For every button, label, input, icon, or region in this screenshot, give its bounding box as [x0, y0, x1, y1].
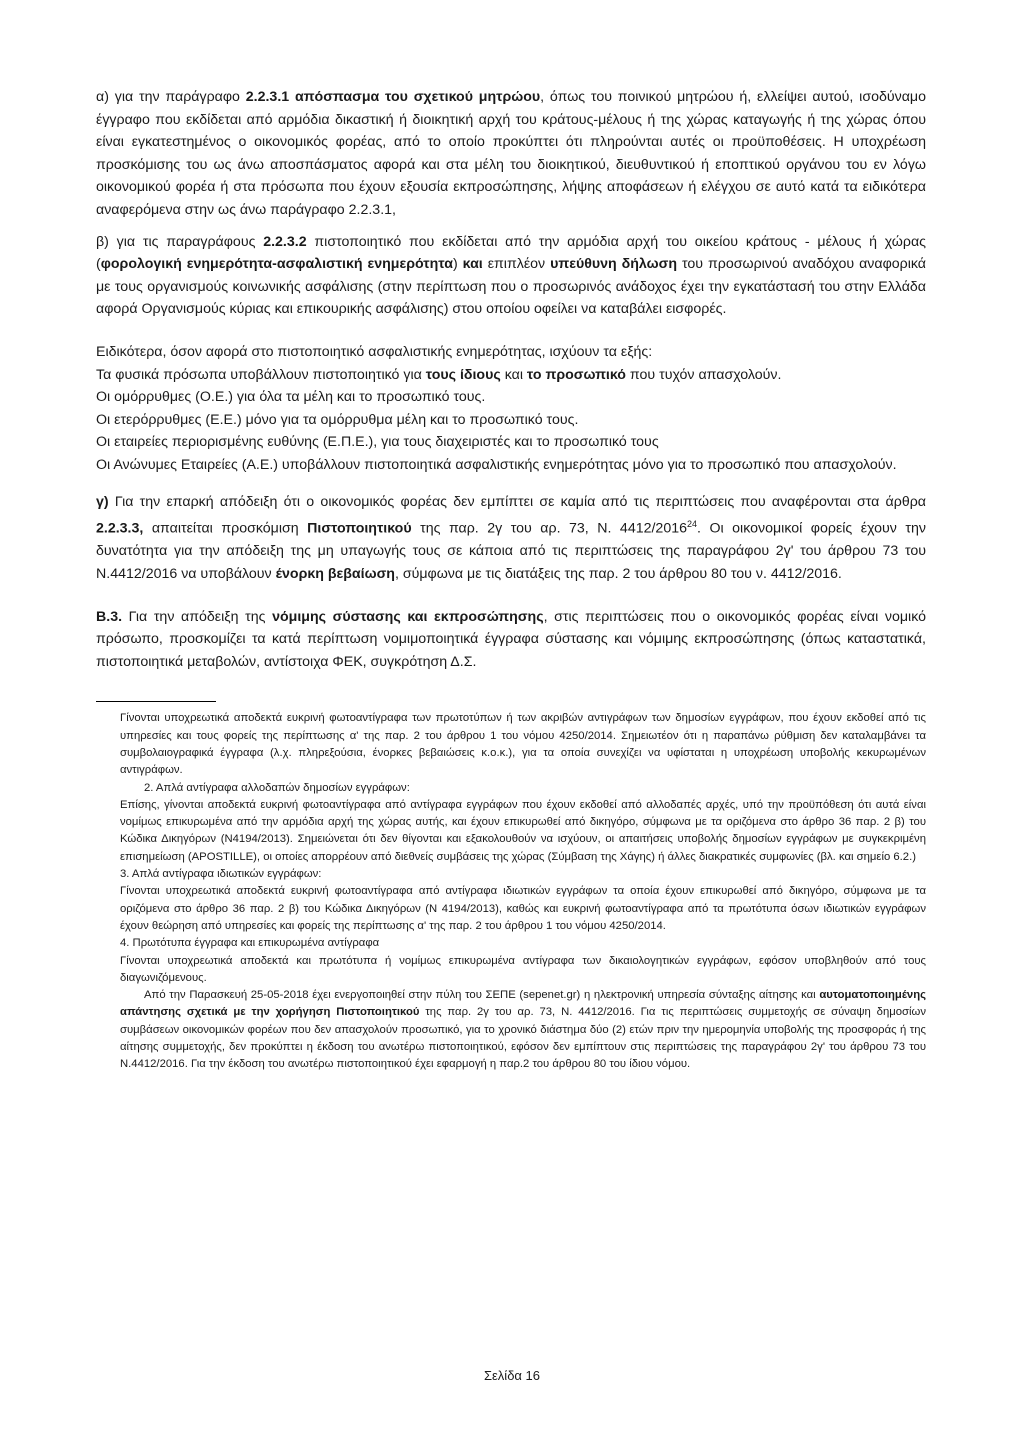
text-run: Β.3.	[96, 608, 123, 625]
text-run: Από την Παρασκευή 25-05-2018 έχει ενεργοποιηθεί στην πύλη του ΣΕΠΕ (sepenet.gr) η ηλεκτρονική υπηρεσία σύνταξης αίτησης και	[144, 989, 820, 1002]
footnote-public-documents: Γίνονται υποχρεωτικά αποδεκτά ευκρινή φωτοαντίγραφα των πρωτοτύπων ή των ακριβών αντιγράφων των δημοσίων εγγράφων, που έχουν εκδοθεί από τις υπηρεσίες και τους φορείς της περίπτωσης α' της παρ. 2 του άρθρου 1 του νόμου 4250/2014. Σημειωτέον ότι η παραπάνω ρύθμιση δεν καταλαμβάνει τα συμβολαιογραφικά έγγραφα (λ.χ. πληρεξούσια, ένορκες βεβαιώσεις κ.ο.κ.), για τα οποία συνεχίζει να υφίσταται η υποχρέωση υποβολής κεκυρωμένων αντιγράφων.	[120, 712, 926, 777]
text-run: φορολογική ενημερότητα-ασφαλιστική ενημερότητα	[100, 256, 453, 273]
text-run: και	[500, 366, 527, 383]
insurance-certificate-intro: Ειδικότερα, όσον αφορά στο πιστοποιητικό ασφαλιστικής ενημερότητας, ισχύουν τα εξής:	[96, 343, 653, 360]
footnote-3-title: 3. Απλά αντίγραφα ιδιωτικών εγγράφων:	[120, 868, 322, 881]
text-run: Για την απόδειξη της	[122, 608, 273, 625]
text-run: 2.2.3.3,	[96, 520, 144, 537]
text-run: Πιστοποιητικού	[307, 520, 412, 537]
text-run: πιστοποιητικό που εκδίδεται από την αρμόδια αρχή του οικείου κράτους - μέλους ή χώρας (	[96, 233, 926, 273]
footnote-separator	[96, 701, 216, 702]
footnote-4-title: 4. Πρωτότυπα έγγραφα και επικυρωμένα αντίγραφα	[120, 937, 380, 950]
text-run: Τα φυσικά πρόσωπα υποβάλλουν πιστοποιητικό για	[96, 366, 426, 383]
page-number: Σελίδα 16	[483, 1368, 541, 1383]
text-run: ένορκη βεβαίωση	[275, 566, 395, 583]
footnote-3-text: Γίνονται υποχρεωτικά αποδεκτά ευκρινή φωτοαντίγραφα από αντίγραφα ιδιωτικών εγγράφων τα οποία έχουν επικυρωθεί από δικηγόρο, σύμφωνα με τα οριζόμενα στο άρθρο 36 παρ. 2 β) του Κώδικα Δικηγόρων (Ν 4194/2013), καθώς και ευκρινή φωτοαντίγραφα από τα πρωτότυπα όσων ιδιωτικών εγγράφων έχουν θεώρηση από υπηρεσίες και φορείς της περίπτωσης α' της παρ. 2 του άρθρου 1 του νόμου 4250/2014.	[120, 885, 926, 932]
text-run: 2.2.3.2	[263, 233, 307, 250]
text-run: τους ίδιους	[425, 366, 501, 383]
oe-rule: Οι ομόρρυθμες (Ο.Ε.) για όλα τα μέλη και το προσωπικό τους.	[96, 389, 486, 406]
footnote-2-title: 2. Απλά αντίγραφα αλλοδαπών δημοσίων εγγράφων:	[144, 781, 410, 794]
epe-rule: Οι εταιρείες περιορισμένης ευθύνης (Ε.Π.Ε.), για τους διαχειριστές και το προσωπικό τους	[96, 434, 659, 451]
text-run: Για την επαρκή απόδειξη ότι ο οικονομικός φορέας δεν εμπίπτει σε καμία από τις περιπτώσεις που αναφέρονται στα άρθρα	[114, 493, 926, 510]
text-run: γ)	[96, 493, 115, 510]
text-run: υπεύθυνη δήλωση	[550, 256, 678, 273]
text-run: 24	[687, 519, 698, 530]
ae-rule: Οι Ανώνυμες Εταιρείες (Α.Ε.) υποβάλλουν πιστοποιητικά ασφαλιστικής ενημερότητας μόνο για το προσωπικό που απασχολούν.	[96, 456, 897, 473]
text-run: α) για την παράγραφο	[96, 89, 246, 105]
text-run: που τυχόν απασχολούν.	[625, 366, 782, 383]
footnote-24	[120, 987, 926, 1073]
text-run: , όπως του ποινικού μητρώου ή, ελλείψει αυτού, ισοδύναμο έγγραφο που εκδίδεται από αρμόδια δικαστική ή διοικητική αρχή του κράτους-μέλους ή της χώρας καταγωγής ή της χώρας όπου είναι εγκατεστημένος ο οικονομικός φορέας, από το οποίο προκύπτει ότι πληρούνται αυτές οι προϋποθέσεις. Η υποχρέωση προσκόμισης του ως άνω αποσπάσματος αφορά και στα μέλη του διοικητικού, διευθυντικού ή εποπτικού οργάνου του εν λόγω οικονομικού φορέα ή στα πρόσωπα που έχουν εξουσία εκπροσώπησης, λήψης αποφάσεων ή ελέγχου σε αυτό κατά τα ειδικότερα αναφερόμενα στην ως άνω παράγραφο 2.2.3.1,	[96, 89, 926, 218]
text-run: απαιτείται προσκόμιση	[143, 520, 308, 537]
text-run: αυτοματοποιημένης απάντησης σχετικά με την χορήγηση Πιστοποιητικού	[120, 989, 926, 1019]
text-run: , στις περιπτώσεις που ο οικονομικός φορέας είναι νομικό πρόσωπο, προσκομίζει τα κατά περίπτωση νομιμοποιητικά έγγραφα σύστασης και νόμιμης εκπροσώπησης (όπως καταστατικά, πιστοποιητικά μεταβολών, αντίστοιχα ΦΕΚ, συγκρότηση Δ.Σ.	[96, 608, 927, 670]
ee-rule: Οι ετερόρρυθμες (Ε.Ε.) μόνο για τα ομόρρυθμα μέλη και το προσωπικό τους.	[96, 411, 579, 428]
text-run: της παρ. 2γ του αρ. 73, Ν. 4412/2016	[411, 520, 687, 537]
footnote-2-text: Επίσης, γίνονται αποδεκτά ευκρινή φωτοαντίγραφα από αντίγραφα εγγράφων που έχουν εκδοθεί από αλλοδαπές αρχές, υπό την προϋπόθεση ότι αυτά είναι νομίμως επικυρωμένα από την αρμόδια αρχή της χώρας αυτής, και έχουν επικυρωθεί από δικηγόρο, σύμφωνα με τα οριζόμενα στο άρθρο 36 παρ. 2 β) του Κώδικα Δικηγόρων (Ν4194/2013). Σημειώνεται ότι δεν θίγονται και εξακολουθούν να ισχύουν, οι απαιτήσεις υποβολής δημοσίων εγγράφων με συγκεκριμένη επισημείωση (APOSTILLE), οι οποίες απορρέουν από διεθνείς συμβάσεις της χώρας (Σύμβαση της Χάγης) ή άλλες διακρατικές συμφωνίες (βλ. και σημείο 6.2.)	[120, 798, 926, 863]
footnotes	[96, 710, 926, 1073]
body-text	[96, 86, 926, 673]
text-run: . Οι οικονομικοί φορείς έχουν την δυνατότητα για την απόδειξη της μη υπαγωγής τους σε κάποια από τις περιπτώσεις της παραγράφου 2γ' του άρθρου 73 του Ν.4412/2016 να υποβάλουν	[96, 520, 926, 583]
text-run: το προσωπικό	[526, 366, 626, 383]
text-run: )	[452, 256, 463, 273]
paragraph-beta	[96, 231, 926, 321]
text-run: του προσωρινού αναδόχου αναφορικά με τους οργανισμούς κοινωνικής ασφάλισης (στην περίπτωση που ο προσωρινός ανάδοχος έχει την εγκατάστασή του στην Ελλάδα αφορά Οργανισμούς κύριας και επικουρικής ασφάλισης) στου οποίου οφείλει να καταβάλει εισφορές.	[96, 256, 926, 318]
paragraph-alpha	[96, 86, 926, 222]
footnote-4-text: Γίνονται υποχρεωτικά αποδεκτά και πρωτότυπα ή νομίμως επικυρωμένα αντίγραφα των δικαιολογητικών εγγράφων, εφόσον υποβληθούν από τους διαγωνιζόμενους.	[120, 954, 926, 984]
text-run: 2.2.3.1 απόσπασμα του σχετικού μητρώου	[245, 89, 541, 105]
text-run: β) για τις παραγράφους	[96, 233, 264, 250]
natural-persons-rule	[96, 364, 926, 387]
text-run: και	[462, 256, 483, 273]
paragraph-gamma	[96, 491, 926, 586]
paragraph-b3	[96, 606, 926, 674]
text-run: , σύμφωνα με τις διατάξεις της παρ. 2 του άρθρου 80 του ν. 4412/2016.	[394, 566, 842, 583]
text-run: νόμιμης σύστασης και εκπροσώπησης	[272, 608, 544, 625]
text-run: επιπλέον	[482, 256, 551, 273]
text-run: της παρ. 2γ του αρ. 73, Ν. 4412/2016. Για τις περιπτώσεις συμμετοχής σε σύναψη δημοσίων συμβάσεων οικονομικών φορέων που δεν απασχολούν προσωπικό, για το χρονικό διάστημα δύο (2) ετών πριν την ημερομηνία υποβολής της προσφοράς ή της αίτησης συμμετοχής, δεν προκύπτει η έκδοση του ανωτέρω πιστοποιητικού, εφόσον δεν εμπίπτουν στις περιπτώσεις της παραγράφου 2γ' του άρθρου 73 του Ν.4412/2016. Για την έκδοση του ανωτέρω πιστοποιητικού έχει εφαρμογή η παρ.2 του άρθρου 80 του ίδιου νόμου.	[120, 1006, 926, 1071]
